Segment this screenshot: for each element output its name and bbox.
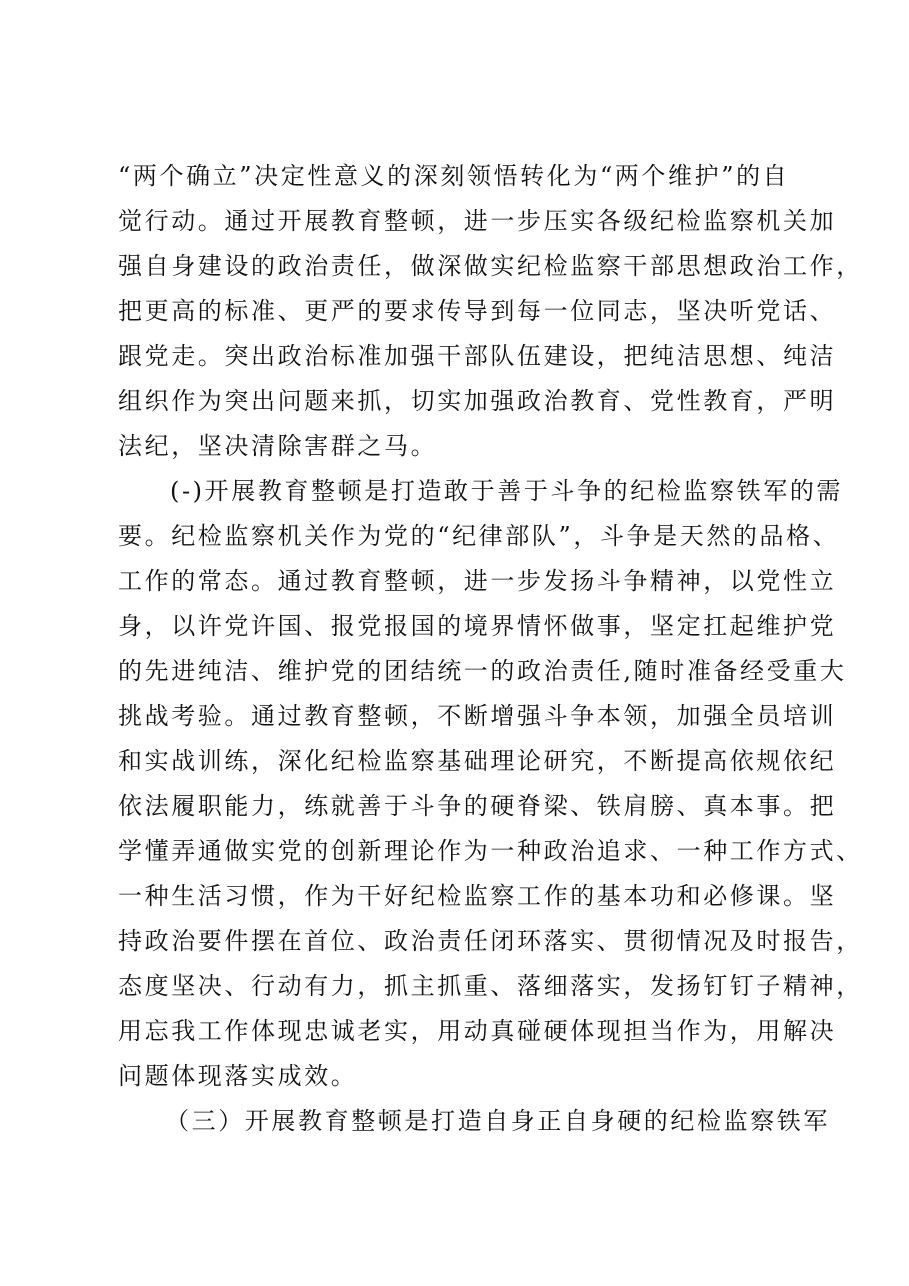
text-line: “两个确立”决定性意义的深刻领悟转化为“两个维护”的自 <box>118 162 790 190</box>
text-line: 用忘我工作体现忠诚老实，用动真碰硬体现担当作为，用解决 <box>118 1017 837 1045</box>
section-heading-line: （三）开展教育整顿是打造自身正自身硬的纪检监察铁军 <box>165 1107 830 1135</box>
text-line: 工作的常态。通过教育整顿，进一步发扬斗争精神，以党性立 <box>118 567 837 595</box>
text-line: 问题体现落实成效。 <box>118 1062 358 1090</box>
text-line: 觉行动。通过开展教育整顿，进一步压实各级纪检监察机关加 <box>118 207 837 235</box>
text-line: 强自身建设的政治责任，做深做实纪检监察干部思想政治工作， <box>118 252 863 280</box>
text-line: 依法履职能力，练就善于斗争的硬脊梁、铁肩膀、真本事。把 <box>118 792 837 820</box>
text-line: 的先进纯洁、维护党的团结统一的政治责任,随时准备经受重大 <box>118 657 847 685</box>
text-line: 要。纪检监察机关作为党的“纪律部队”，斗争是天然的品格、 <box>118 522 840 550</box>
text-line: 和实战训练，深化纪检监察基础理论研究，不断提高依规依纪 <box>118 747 837 775</box>
text-line: 把更高的标准、更严的要求传导到每一位同志，坚决听党话、 <box>118 297 837 325</box>
text-line: 挑战考验。通过教育整顿，不断增强斗争本领，加强全员培训 <box>118 702 837 730</box>
text-line: 学懂弄通做实党的创新理论作为一种政治追求、一种工作方式、 <box>118 837 863 865</box>
text-line: 一种生活习惯，作为干好纪检监察工作的基本功和必修课。坚 <box>118 882 837 910</box>
text-line: 态度坚决、行动有力，抓主抓重、落细落实，发扬钉钉子精神， <box>118 972 863 1000</box>
text-line: 组织作为突出问题来抓，切实加强政治教育、党性教育，严明 <box>118 387 837 415</box>
text-line: 跟党走。突出政治标准加强干部队伍建设，把纯洁思想、纯洁 <box>118 342 837 370</box>
text-line: 身，以许党许国、报党报国的境界情怀做事，坚定扛起维护党 <box>118 612 837 640</box>
section-heading-line: (-)开展教育整顿是打造敢于善于斗争的纪检监察铁军的需 <box>170 477 844 505</box>
text-line: 法纪，坚决清除害群之马。 <box>118 432 438 460</box>
text-line: 持政治要件摆在首位、政治责任闭环落实、贯彻情况及时报告， <box>118 927 863 955</box>
